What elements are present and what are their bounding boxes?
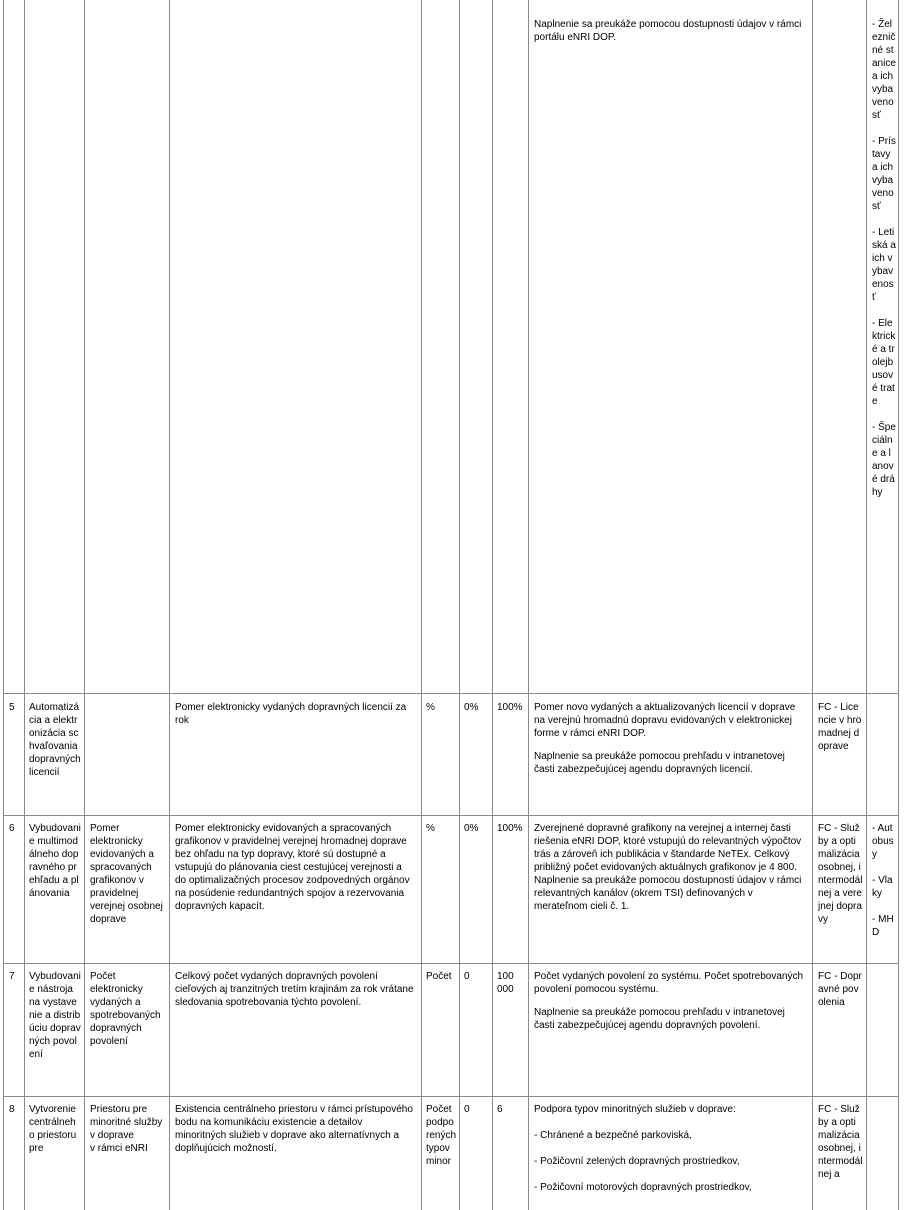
list-item: - Špeciálne a lanové dráhy (872, 422, 896, 498)
row-indicator: Priestoru pre minoritné služby v doprave v rámci eNRI (90, 1104, 163, 1154)
row-description: Existencia centrálneho priestoru v rámci prístupového bodu na komunikáciu existencie a detailov minoritných služieb v doprave ako alternatívnych a doplňujúcich možností. (175, 1104, 413, 1154)
row-measurement (534, 1103, 806, 1194)
top-row-measurement-text: Naplnenie sa preukáže pomocou dostupnosti údajov v rámci portálu eNRI DOP. (534, 19, 802, 43)
row-unit: Počet podporených typov minor (426, 1104, 456, 1167)
row-goal: Vybudovanie multimodálneho dopravného prehľadu a plánovania (29, 823, 81, 899)
row-start-value: 0% (464, 702, 479, 713)
row-unit: % (426, 823, 435, 834)
row-measurement (534, 822, 806, 913)
measurement-paragraph: Zverejnené dopravné grafikony na verejnej a internej časti riešenia eNRI DOP, ktoré vstupujú do relevantných výpočtov trás a zároveň ich publikácia v štandarde NeTEx. Celkový približný počet evidovaných aktuálnych grafikonov je 4 800. Naplnenie sa preukáže pomocou dostupnosti údajov v rámci relevantných kanálov (okrem TSI) definovaných v merateľnom cieli č. 1. (534, 823, 802, 912)
list-item: - MHD (872, 914, 894, 938)
row-indicator: Počet elektronicky vydaných a spotrebovaných dopravných povolení (90, 971, 161, 1047)
row-unit: % (426, 702, 435, 713)
row-unit: Počet (426, 971, 452, 982)
measurement-paragraph: Pomer novo vydaných a aktualizovaných licencií v doprave na verejnú hromadnú dopravu evidovaných v elektronickej forme v rámci eNRI DOP. (534, 702, 796, 739)
row-number: 7 (9, 971, 15, 982)
row-start-value: 0% (464, 823, 479, 834)
row-measurement (534, 970, 806, 1032)
list-item: - Prístavy a ich vybavenosť (872, 136, 896, 212)
row-start-value: 0 (464, 971, 470, 982)
row-goal: Automatizácia a elektronizácia schvaľovania dopravných licencií (29, 702, 81, 778)
measurement-paragraph: Počet vydaných povolení zo systému. Počet spotrebovaných povolení pomocou systému. (534, 971, 804, 995)
row-source: FC - Licencie v hromadnej doprave (818, 702, 862, 752)
row-number: 8 (9, 1104, 15, 1115)
row-description: Pomer elektronicky evidovaných a spracovaných grafikonov v pravidelnej verejnej hromadnej doprave bez ohľadu na typ dopravy, ktoré sú dostupné a vstupujú do plánovania ciest cestujúcej verejnosti a do optimalizačných procesov zodpovedných orgánov na posúdenie redundantných spojov a rezervovania dopravných kapacít. (175, 823, 410, 912)
row-target-value: 100% (497, 823, 523, 834)
measurement-paragraph: Naplnenie sa preukáže pomocou prehľadu v intranetovej časti zabezpečujúcej agendu dopravných povolení. (534, 1007, 785, 1031)
list-item: - Železničné stanice a ich vybavenosť (872, 19, 896, 121)
measurement-paragraph: - Požičovní motorových dopravných prostriedkov, (534, 1182, 752, 1193)
row-source: FC - Služby a optimalizácia osobnej, intermodálnej a verejnej dopravy (818, 823, 863, 925)
row-goal: Vybudovanie nástroja na vystavenie a distribúciu dopravných povolení (29, 971, 81, 1060)
row-measurement (534, 701, 806, 776)
row-source: FC - Služby a optimalizácia osobnej, intermodálnej a (818, 1104, 863, 1180)
measurement-paragraph: Podpora typov minoritných služieb v doprave: (534, 1104, 736, 1115)
measurement-paragraph: - Chránené a bezpečné parkoviská, (534, 1130, 692, 1141)
row-number: 6 (9, 823, 15, 834)
row-indicator: Pomer elektronicky evidovaných a spracovaných grafikonov v pravidelnej verejnej osobnej doprave (90, 823, 163, 925)
row-target-value: 100% (497, 702, 523, 713)
row-start-value: 0 (464, 1104, 470, 1115)
list-item: - Vlaky (872, 875, 893, 899)
row-description: Celkový počet vydaných dopravných povolení cieľových aj tranzitných tretím krajinám za rok vrátane sledovania spotrebovania týchto povolení. (175, 971, 414, 1008)
row-number: 5 (9, 702, 15, 713)
measurement-paragraph: Naplnenie sa preukáže pomocou prehľadu v intranetovej časti zabezpečujúcej agendu dopravných licencií. (534, 751, 785, 775)
row-source: FC - Dopravné povolenia (818, 971, 862, 1008)
list-item: - Letiská a ich vybavenosť (872, 227, 896, 303)
list-item: - Autobusy (872, 823, 894, 860)
list-item: - Elektrické a trolejbusové trate (872, 318, 896, 407)
top-row-category-list (872, 18, 896, 499)
row-goal: Vytvorenie centrálneho priestoru pre (29, 1104, 77, 1154)
row-description: Pomer elektronicky vydaných dopravných licencií za rok (175, 702, 407, 726)
measurement-paragraph: - Požičovní zelených dopravných prostriedkov, (534, 1156, 740, 1167)
row-category-list (872, 822, 896, 939)
row-target-value: 6 (497, 1104, 503, 1115)
row-target-value: 100 000 (497, 971, 514, 995)
top-row-measurement (534, 18, 806, 44)
